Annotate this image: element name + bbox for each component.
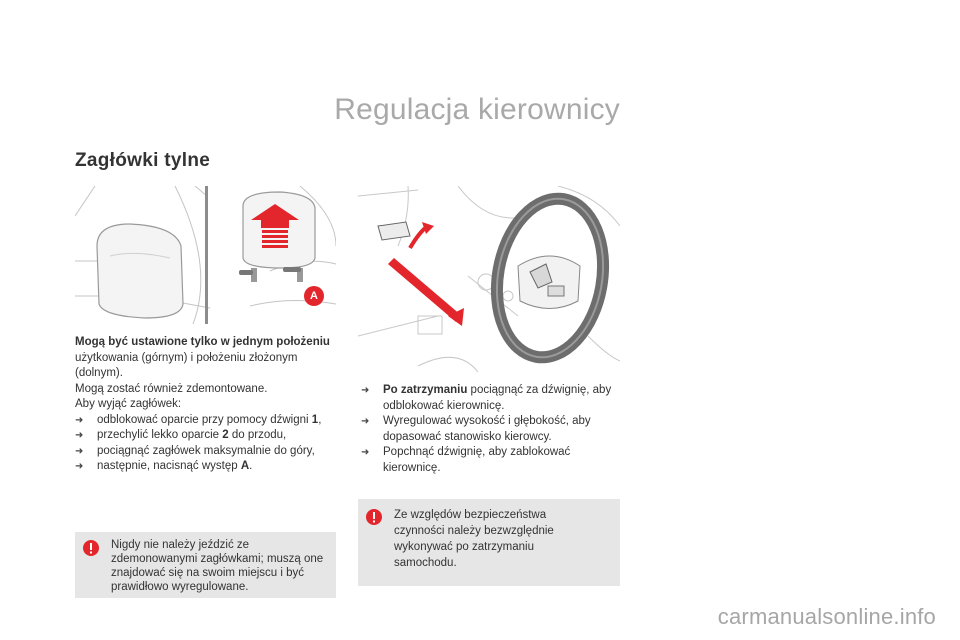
arrow-right-bullet-icon: ➜ [361,416,370,427]
arrow-right-bullet-icon: ➜ [75,461,84,472]
steering-steps [361,383,623,476]
watermark: carmanualsonline.info [717,604,936,629]
exclamation-warning-icon [83,540,99,556]
arrow-right-bullet-icon: ➜ [75,414,84,426]
step-text: Popchnąć dźwignię, aby zablokować kierownicę. [383,446,571,474]
step-text: pociągnąć zagłówek maksymalnie do góry, [97,444,315,457]
step-bold: 1 [311,413,319,426]
headrest-figure [75,186,336,324]
list-item [361,414,623,445]
step-text: Wyregulować wysokość i głębokość, aby dopasować stanowisko kierowcy. [383,415,591,443]
warning-text-headrest: Nigdy nie należy jeździć ze zdemonowanymi zagłówkami; muszą one znajdować się na swoim miejscu i być prawidłowo wyregulowane. [111,539,324,593]
step-text: pociągnąć za dźwignię, aby odblokować kierownicę. [383,384,612,412]
list-item [75,428,340,444]
arrow-right-bullet-icon: ➜ [361,447,370,458]
list-item [361,445,623,476]
step-bold: A [240,460,250,472]
steering-wheel-illustration [358,186,620,372]
list-item [75,413,340,429]
marker-a-badge: A [304,286,324,306]
exclamation-warning-icon [366,509,382,525]
arrow-right-bullet-icon: ➜ [75,430,84,441]
headrest-steps [75,413,340,475]
section-title: Zagłówki tylne [75,150,211,171]
step-text-after: , [318,413,322,426]
headrest-illustration [75,186,336,324]
headrest-lead: Mogą być ustawione tylko w jednym położeniu [75,336,330,348]
warning-text-steering: Ze względów bezpieczeństwa czynności należy bezwzględnie wykonywać po zatrzymaniu samochodu. [394,509,554,569]
headrest-para-2: Mogą zostać również zdemontowane. [75,382,268,395]
steering-instructions [361,383,623,476]
list-item [361,383,623,414]
headrest-instructions [75,335,340,475]
arrow-right-bullet-icon: ➜ [361,385,370,396]
page-title: Regulacja kierownicy [334,93,620,126]
arrow-right-bullet-icon: ➜ [75,445,84,457]
steering-wheel-figure [358,186,620,372]
warning-box-steering [358,499,620,586]
step-bold: Po zatrzymaniu [383,384,468,396]
warning-box-headrest [75,532,336,598]
list-item [75,459,340,475]
list-item [75,444,340,460]
headrest-para-1: użytkowania (górnym) i położeniu złożonym (dolnym). [75,351,298,379]
step-text: odblokować oparcie przy pomocy dźwigni [97,413,312,426]
headrest-para-3: Aby wyjąć zagłówek: [75,398,182,410]
step-text: przechylić lekko oparcie [97,429,223,441]
step-text: następnie, nacisnąć występ [97,460,241,472]
step-bold: 2 [222,429,229,441]
step-text-after: do przodu, [228,429,287,441]
step-text-after: . [249,460,253,472]
